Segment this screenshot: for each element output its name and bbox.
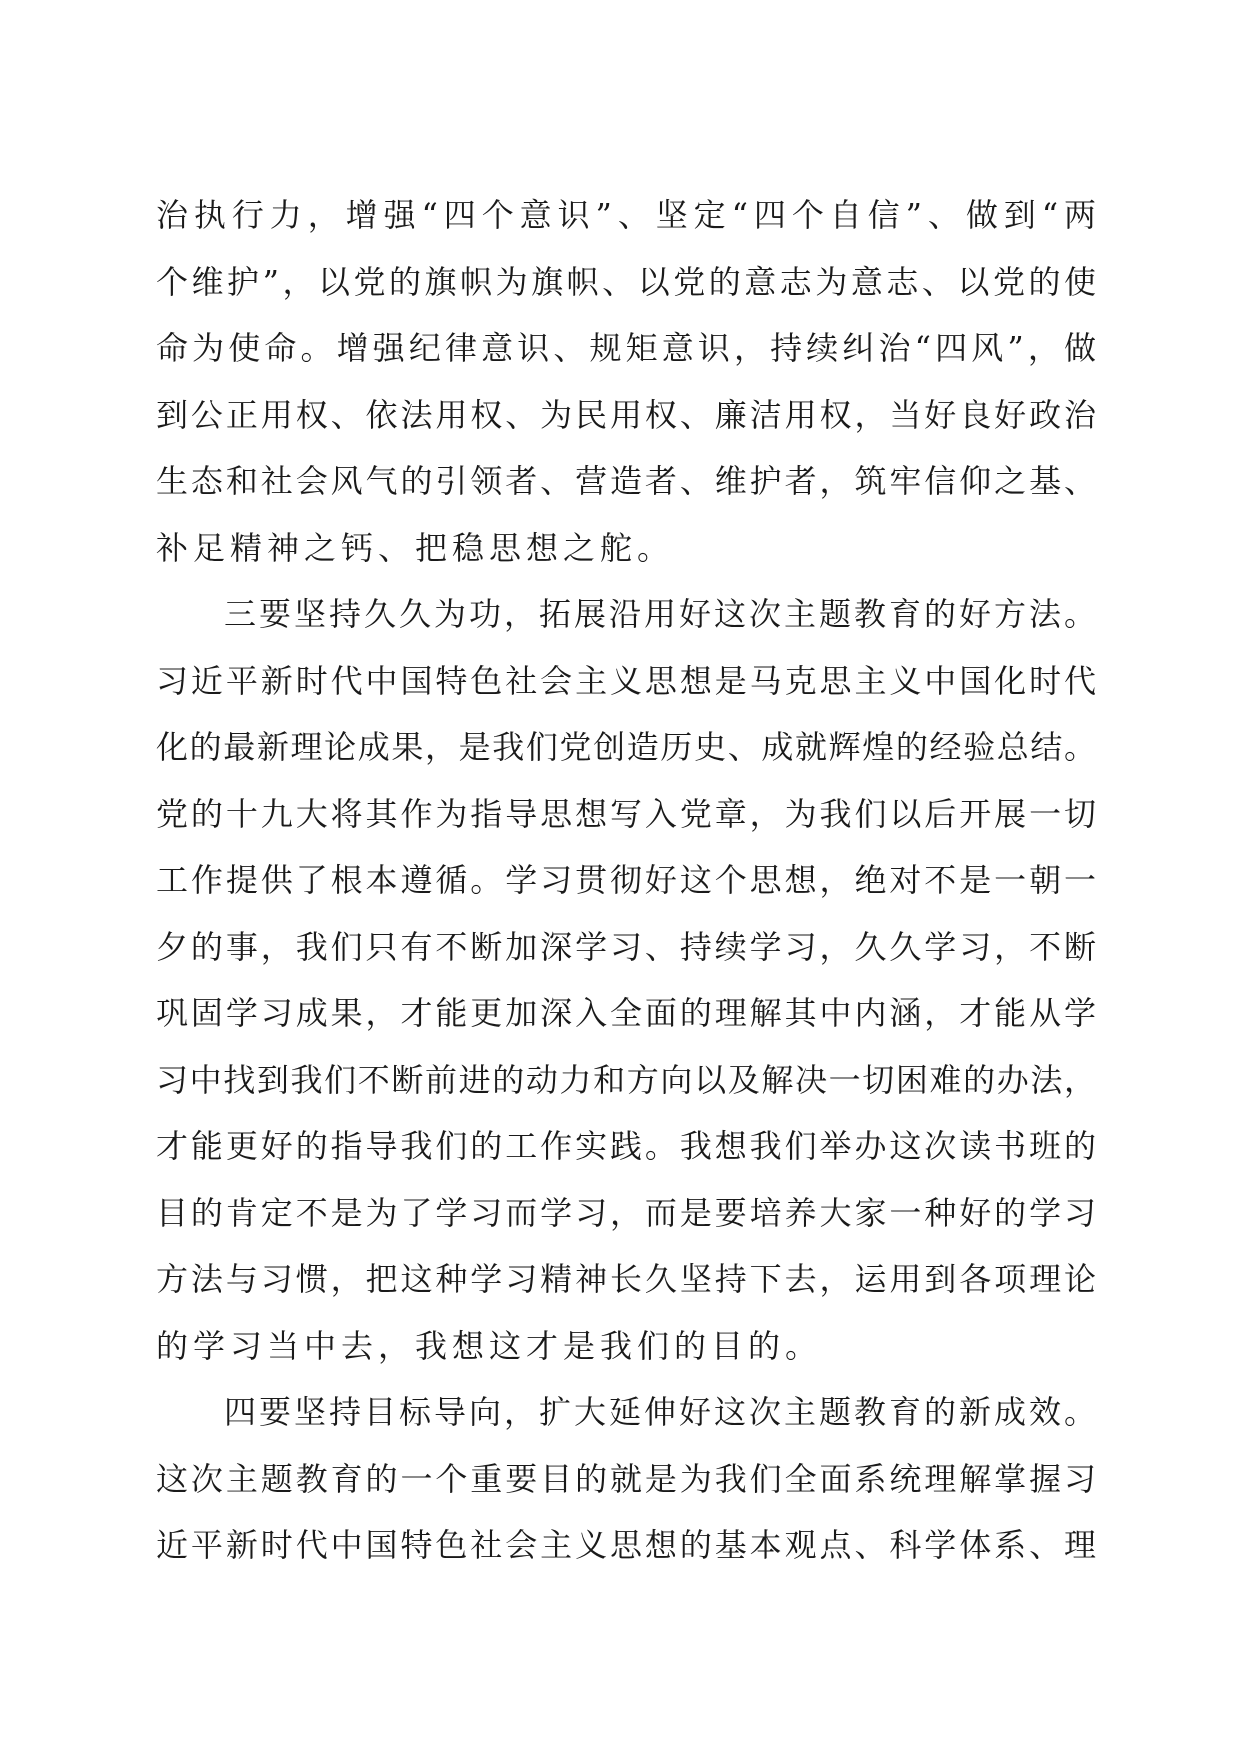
text-line: 工作提供了根本遵循。学习贯彻好这个思想，绝对不是一朝一 (156, 861, 1096, 899)
text-line: 近平新时代中国特色社会主义思想的基本观点、科学体系、理 (156, 1526, 1096, 1564)
text-line: 个维护”，以党的旗帜为旗帜、以党的意志为意志、以党的使 (156, 262, 1096, 301)
text-line: 这次主题教育的一个重要目的就是为我们全面系统理解掌握习 (156, 1459, 1096, 1498)
text-line: 化的最新理论成果，是我们党创造历史、成就辉煌的经验总结。 (156, 728, 1096, 766)
text-line: 到公正用权、依法用权、为民用权、廉洁用权，当好良好政治 (156, 395, 1096, 434)
text-line: 方法与习惯，把这种学习精神长久坚持下去，运用到各项理论 (156, 1260, 1096, 1298)
text-line: 命为使命。增强纪律意识、规矩意识，持续纠治“四风”，做 (156, 329, 1096, 367)
text-line: 夕的事，我们只有不断加深学习、持续学习，久久学习，不断 (156, 927, 1096, 966)
text-line: 目的肯定不是为了学习而学习，而是要培养大家一种好的学习 (156, 1193, 1096, 1232)
paragraph-first-line: 四要坚持目标导向，扩大延伸好这次主题教育的新成效。 (224, 1393, 1096, 1431)
text-line: 补足精神之钙、把稳思想之舵。 (156, 528, 675, 567)
text-line: 习近平新时代中国特色社会主义思想是马克思主义中国化时代 (156, 661, 1096, 700)
text-line: 治执行力，增强“四个意识”、坚定“四个自信”、做到“两 (156, 196, 1096, 234)
text-line: 的学习当中去，我想这才是我们的目的。 (156, 1326, 823, 1365)
text-line: 生态和社会风气的引领者、营造者、维护者，筑牢信仰之基、 (156, 462, 1096, 500)
text-line: 才能更好的指导我们的工作实践。我想我们举办这次读书班的 (156, 1127, 1096, 1165)
text-line: 巩固学习成果，才能更加深入全面的理解其中内涵，才能从学 (156, 994, 1096, 1032)
paragraph-first-line: 三要坚持久久为功，拓展沿用好这次主题教育的好方法。 (224, 595, 1096, 633)
body-text (156, 182, 1096, 1579)
text-line: 习中找到我们不断前进的动力和方向以及解决一切困难的办法， (156, 1060, 1096, 1099)
text-line: 党的十九大将其作为指导思想写入党章，为我们以后开展一切 (156, 794, 1096, 833)
